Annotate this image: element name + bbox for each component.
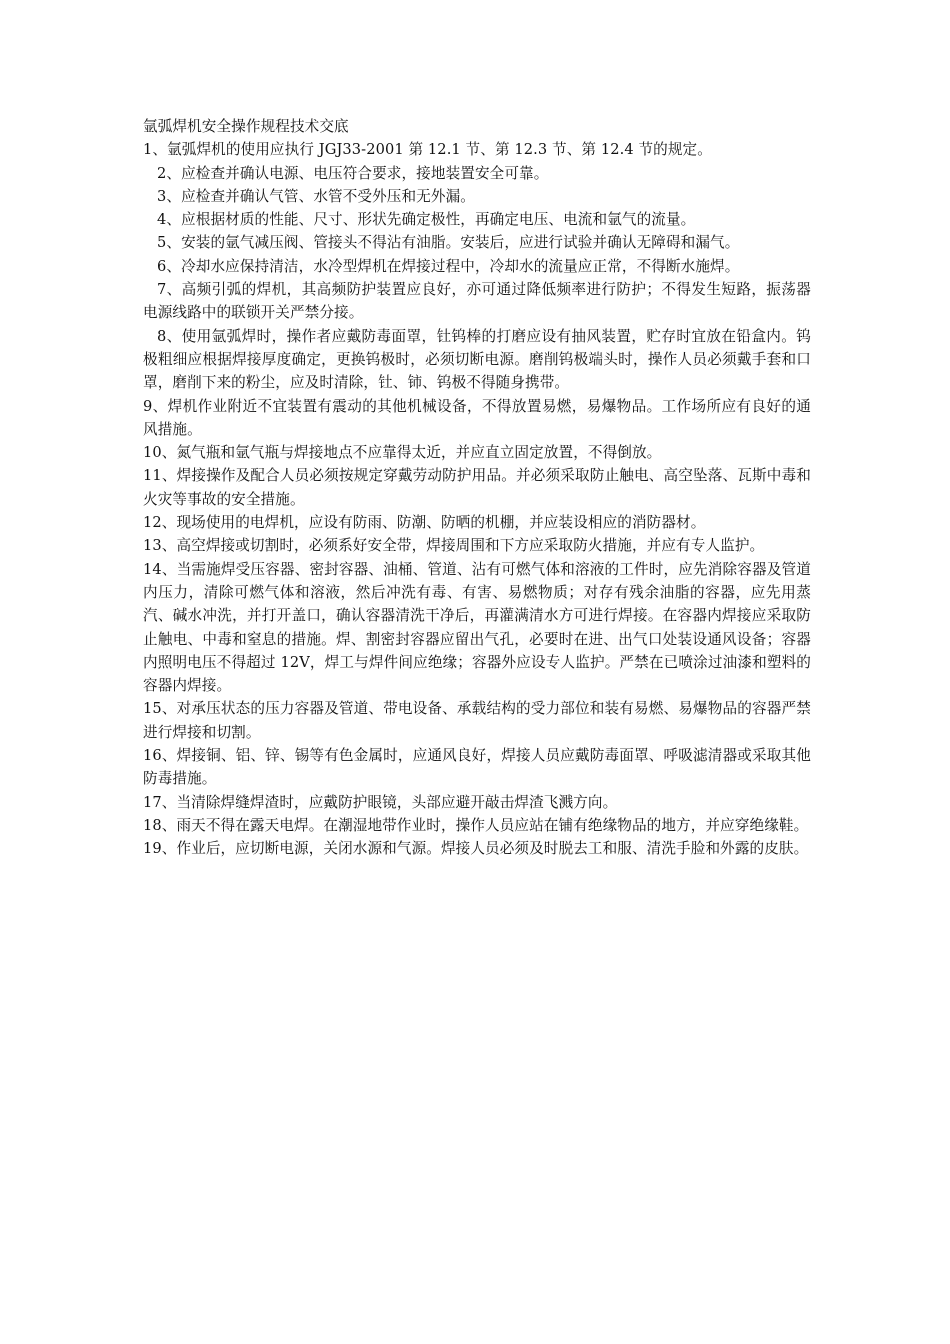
paragraph-4: 4、应根据材质的性能、尺寸、形状先确定极性，再确定电压、电流和氩气的流量。 [157,211,696,229]
paragraph-19: 19、作业后，应切断电源，关闭水源和气源。焊接人员必须及时脱去工和服、清洗手脸和外露的皮肤。 [143,840,809,858]
paragraph-3: 3、应检查并确认气管、水管不受外压和无外漏。 [157,187,475,205]
paragraph-6: 6、冷却水应保持清洁，水冷型焊机在焊接过程中，冷却水的流量应正常，不得断水施焊。 [157,257,740,275]
paragraph-17: 17、当清除焊缝焊渣时，应戴防护眼镜，头部应避开敲击焊渣飞溅方向。 [143,793,618,811]
document-page [143,115,811,861]
paragraph-11: 11、焊接操作及配合人员必须按规定穿戴劳动防护用品。并必须采取防止触电、高空坠落、瓦斯中毒和火灾等事故的安全措施。 [143,467,811,508]
paragraph-7: 7、高频引弧的焊机，其高频防护装置应良好，亦可通过降低频率进行防护；不得发生短路，振荡器电源线路中的联锁开关严禁分接。 [143,281,811,322]
paragraph-9: 9、焊机作业附近不宜装置有震动的其他机械设备，不得放置易燃，易爆物品。工作场所应有良好的通风措施。 [143,397,811,438]
paragraph-13: 13、高空焊接或切割时，必须系好安全带，焊接周围和下方应采取防火措施，并应有专人监护。 [143,537,765,555]
paragraph-1: 1、氩弧焊机的使用应执行 JGJ33-2001 第 12.1 节、第 12.3 节、第 12.4 节的规定。 [143,141,712,159]
paragraph-14: 14、当需施焊受压容器、密封容器、油桶、管道、沾有可燃气体和溶液的工件时，应先消除容器及管道内压力，清除可燃气体和溶液，然后冲洗有毒、有害、易燃物质；对存有残余油脂的容器，应先用蒸汽、碱水冲洗，并打开盖口，确认容器清洗干净后，再灌满清水方可进行焊接。在容器内焊接应采取防止触电、中毒和窒息的措施。焊、割密封容器应留出气孔，必要时在进、出气口处装设通风设备；容器内照明电压不得超过 12V，焊工与焊件间应绝缘；容器外应设专人监护。严禁在已喷涂过油漆和塑料的容器内焊接。 [143,560,811,695]
paragraph-15: 15、对承压状态的压力容器及管道、带电设备、承载结构的受力部位和装有易燃、易爆物品的容器严禁进行焊接和切割。 [143,700,811,741]
paragraph-2: 2、应检查并确认电源、电压符合要求，接地装置安全可靠。 [157,164,549,182]
document-title: 氩弧焊机安全操作规程技术交底 [143,118,349,135]
paragraph-10: 10、氮气瓶和氩气瓶与焊接地点不应靠得太近，并应直立固定放置，不得倒放。 [143,444,662,462]
paragraph-12: 12、现场使用的电焊机，应设有防雨、防潮、防晒的机棚，并应装设相应的消防器材。 [143,514,706,532]
paragraph-18: 18、雨天不得在露天电焊。在潮湿地带作业时，操作人员应站在铺有绝缘物品的地方，并应穿绝缘鞋。 [143,816,809,834]
paragraph-16: 16、焊接铜、铝、锌、锡等有色金属时，应通风良好，焊接人员应戴防毒面罩、呼吸滤清器或采取其他防毒措施。 [143,747,811,788]
paragraph-8: 8、使用氩弧焊时，操作者应戴防毒面罩，钍钨棒的打磨应设有抽风装置，贮存时宜放在铅盒内。钨极粗细应根据焊接厚度确定，更换钨极时，必须切断电源。磨削钨极端头时，操作人员必须戴手套和口罩，磨削下来的粉尘，应及时清除，钍、铈、钨极不得随身携带。 [143,327,811,392]
paragraph-5: 5、安装的氩气减压阀、管接头不得沾有油脂。安装后，应进行试验并确认无障碍和漏气。 [157,234,740,252]
